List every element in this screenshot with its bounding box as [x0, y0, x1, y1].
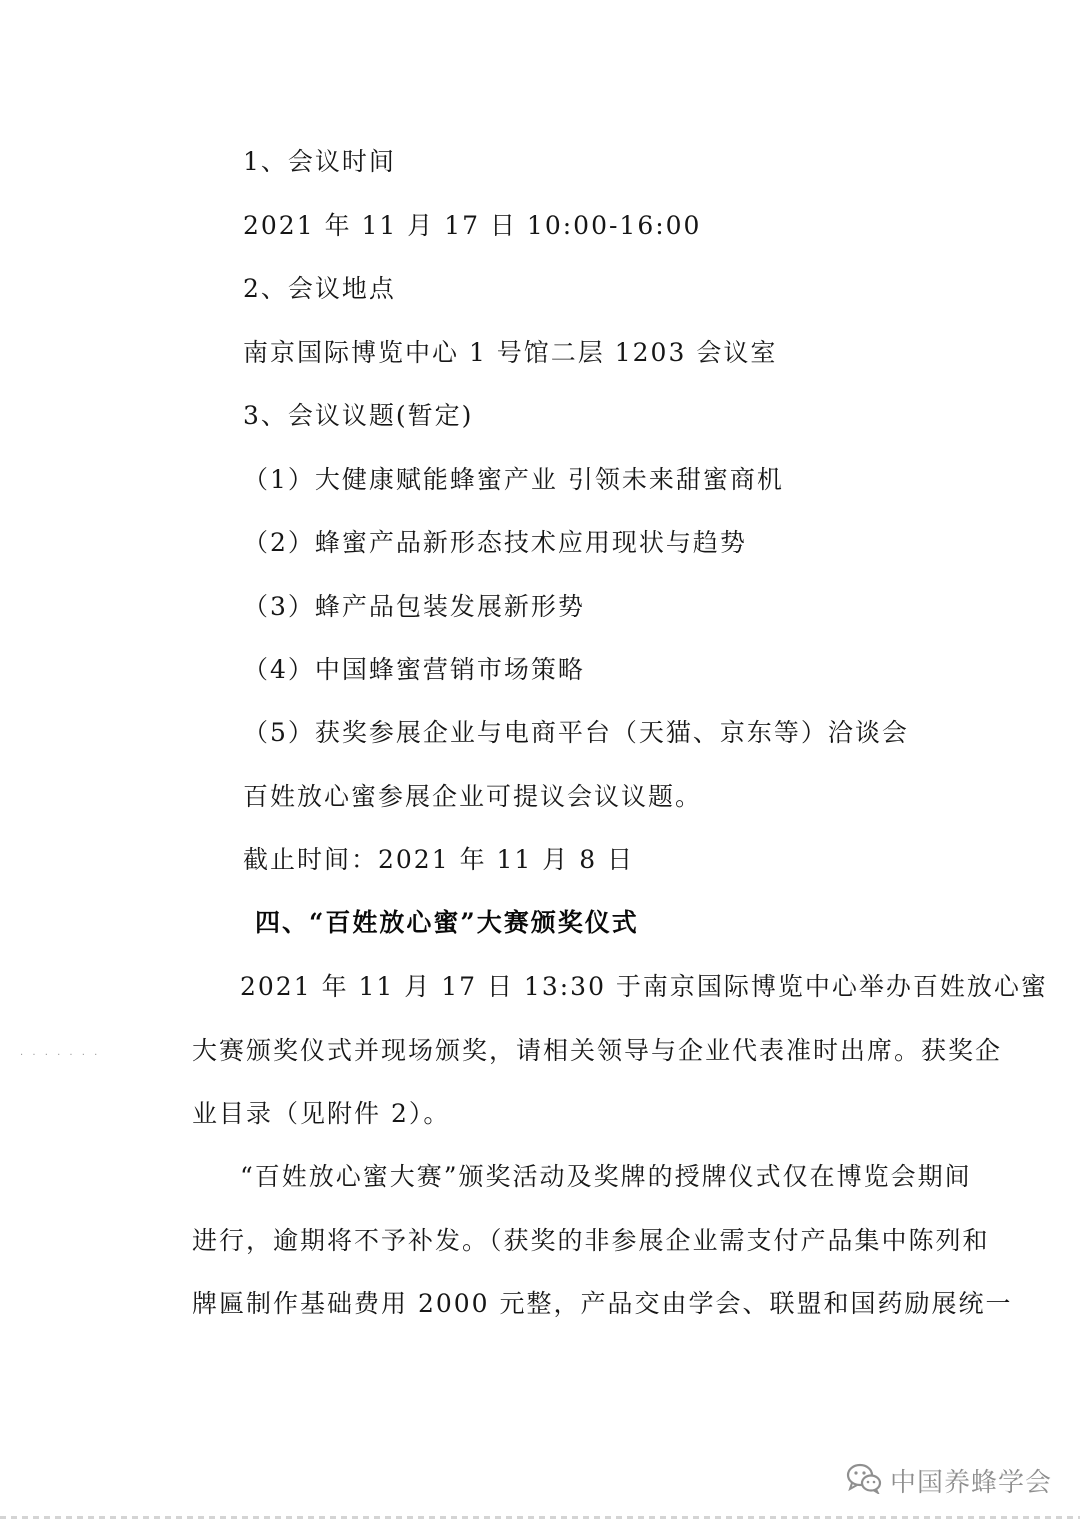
- scan-artifact-dots: · · · · · · ·: [20, 1050, 101, 1061]
- deadline-line: 截止时间：2021 年 11 月 8 日: [243, 845, 635, 874]
- topic-item: （4）中国蜂蜜营销市场策略: [243, 655, 585, 684]
- paragraph-line: 大赛颁奖仪式并现场颁奖，请相关领导与企业代表准时出席。获奖企: [192, 1036, 1003, 1065]
- paragraph-line: “百姓放心蜜大赛”颁奖活动及奖牌的授牌仪式仅在博览会期间: [240, 1162, 972, 1191]
- topic-item: （1）大健康赋能蜂蜜产业 引领未来甜蜜商机: [243, 465, 784, 494]
- topic-item: （2）蜂蜜产品新形态技术应用现状与趋势: [243, 528, 747, 557]
- heading-meeting-time: 1、会议时间: [243, 147, 396, 176]
- wechat-icon: [846, 1462, 882, 1498]
- topic-item: （5）获奖参展企业与电商平台（天猫、京东等）洽谈会: [243, 718, 909, 747]
- topic-item: （3）蜂产品包装发展新形势: [243, 592, 585, 621]
- section-heading-award-ceremony: 四、“百姓放心蜜”大赛颁奖仪式: [255, 908, 639, 937]
- paragraph-line: 进行，逾期将不予补发。（获奖的非参展企业需支付产品集中陈列和: [192, 1226, 990, 1255]
- watermark: [846, 1458, 1052, 1502]
- heading-meeting-location: 2、会议地点: [243, 274, 396, 303]
- meeting-location-value: 南京国际博览中心 1 号馆二层 1203 会议室: [243, 338, 778, 367]
- paragraph-line: 牌匾制作基础费用 2000 元整，产品交由学会、联盟和国药励展统一: [192, 1289, 1013, 1318]
- scan-bottom-edge: [0, 1516, 1080, 1519]
- meeting-time-value: 2021 年 11 月 17 日 10:00-16:00: [243, 211, 702, 240]
- topic-proposal-note: 百姓放心蜜参展企业可提议会议议题。: [243, 782, 703, 811]
- paragraph-line: 2021 年 11 月 17 日 13:30 于南京国际博览中心举办百姓放心蜜: [240, 972, 1048, 1001]
- paragraph-line: 业目录（见附件 2）。: [192, 1099, 451, 1128]
- watermark-text: 中国养蜂学会: [890, 1467, 1053, 1498]
- heading-meeting-topics: 3、会议议题(暂定): [243, 401, 474, 430]
